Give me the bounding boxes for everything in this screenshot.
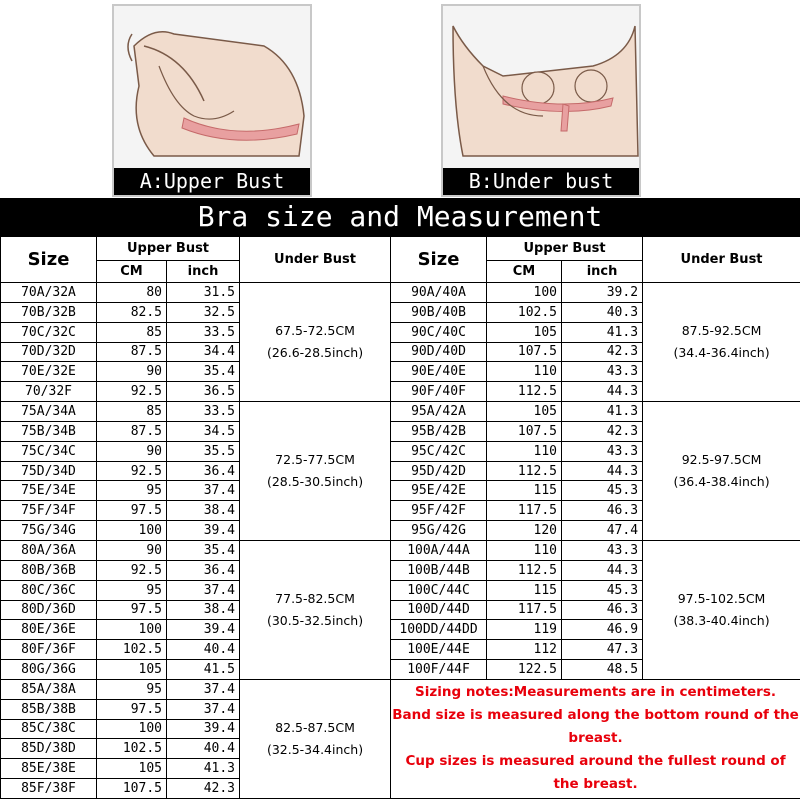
upper-bust-cm-cell: 112 bbox=[487, 640, 562, 660]
under-bust-figure bbox=[443, 6, 639, 195]
upper-bust-figure bbox=[114, 6, 310, 195]
upper-bust-inch-cell: 33.5 bbox=[167, 322, 240, 342]
upper-bust-inch-cell: 35.5 bbox=[167, 441, 240, 461]
size-cell: 75C/34C bbox=[1, 441, 97, 461]
size-header: Size bbox=[1, 237, 97, 283]
upper-bust-inch-cell: 37.4 bbox=[167, 580, 240, 600]
size-cell: 70/32F bbox=[1, 382, 97, 402]
size-cell: 100A/44A bbox=[391, 540, 487, 560]
size-cell: 90F/40F bbox=[391, 382, 487, 402]
size-cell: 95D/42D bbox=[391, 461, 487, 481]
size-cell: 85B/38B bbox=[1, 699, 97, 719]
size-cell: 100DD/44DD bbox=[391, 620, 487, 640]
under-bust-cm: 67.5-72.5CM bbox=[275, 323, 355, 339]
upper-bust-cm-cell: 117.5 bbox=[487, 501, 562, 521]
upper-bust-cm-cell: 122.5 bbox=[487, 660, 562, 680]
table-row bbox=[1, 540, 800, 560]
size-cell: 100B/44B bbox=[391, 560, 487, 580]
upper-bust-cm-cell: 102.5 bbox=[97, 739, 167, 759]
size-cell: 70A/32A bbox=[1, 283, 97, 303]
size-cell: 85E/38E bbox=[1, 759, 97, 779]
upper-bust-inch-cell: 40.4 bbox=[167, 739, 240, 759]
upper-bust-inch-cell: 43.3 bbox=[562, 441, 643, 461]
upper-bust-inch-cell: 33.5 bbox=[167, 402, 240, 422]
upper-bust-cm-cell: 112.5 bbox=[487, 560, 562, 580]
upper-bust-cm-cell: 97.5 bbox=[97, 501, 167, 521]
upper-bust-cm-cell: 105 bbox=[97, 660, 167, 680]
under-bust-header: Under Bust bbox=[240, 237, 391, 283]
sizing-note-line3: Cup sizes is measured around the fullest round of the breast. bbox=[405, 753, 786, 793]
under-bust-cm: 82.5-87.5CM bbox=[275, 719, 355, 735]
size-cell: 95C/42C bbox=[391, 441, 487, 461]
under-bust-cm: 87.5-92.5CM bbox=[681, 323, 762, 339]
size-cell: 75G/34G bbox=[1, 521, 97, 541]
upper-bust-inch-cell: 35.4 bbox=[167, 362, 240, 382]
upper-bust-inch-cell: 47.4 bbox=[562, 521, 643, 541]
size-cell: 90E/40E bbox=[391, 362, 487, 382]
upper-bust-cm-cell: 87.5 bbox=[97, 342, 167, 362]
upper-bust-inch-cell: 40.4 bbox=[167, 640, 240, 660]
under-bust-inch: (34.4-36.4inch) bbox=[673, 345, 770, 361]
upper-bust-inch-cell: 39.4 bbox=[167, 719, 240, 739]
upper-bust-cm-cell: 97.5 bbox=[97, 600, 167, 620]
chart-title: Bra size and Measurement bbox=[0, 198, 800, 236]
size-cell: 75A/34A bbox=[1, 402, 97, 422]
table-row bbox=[1, 402, 800, 422]
upper-bust-cm-cell: 100 bbox=[97, 719, 167, 739]
upper-bust-inch-cell: 43.3 bbox=[562, 540, 643, 560]
upper-bust-inch-cell: 37.4 bbox=[167, 699, 240, 719]
upper-bust-inch-cell: 48.5 bbox=[562, 660, 643, 680]
under-bust-range bbox=[240, 540, 391, 679]
upper-bust-cm-cell: 110 bbox=[487, 441, 562, 461]
size-cell: 85A/38A bbox=[1, 679, 97, 699]
upper-bust-inch-cell: 45.3 bbox=[562, 580, 643, 600]
cm-header: CM bbox=[487, 261, 562, 283]
upper-bust-cm-cell: 85 bbox=[97, 402, 167, 422]
upper-bust-inch-cell: 44.3 bbox=[562, 560, 643, 580]
upper-bust-cm-cell: 85 bbox=[97, 322, 167, 342]
upper-bust-cm-cell: 115 bbox=[487, 481, 562, 501]
size-cell: 80G/36G bbox=[1, 660, 97, 680]
size-cell: 70B/32B bbox=[1, 302, 97, 322]
size-cell: 70D/32D bbox=[1, 342, 97, 362]
table-row bbox=[1, 679, 800, 699]
upper-bust-cm-cell: 105 bbox=[97, 759, 167, 779]
upper-bust-inch-cell: 34.4 bbox=[167, 342, 240, 362]
upper-bust-cm-cell: 112.5 bbox=[487, 382, 562, 402]
size-cell: 95E/42E bbox=[391, 481, 487, 501]
size-cell: 100F/44F bbox=[391, 660, 487, 680]
size-cell: 95A/42A bbox=[391, 402, 487, 422]
sizing-note-line2: Band size is measured along the bottom round of the breast. bbox=[392, 707, 799, 747]
upper-bust-inch-cell: 46.9 bbox=[562, 620, 643, 640]
under-bust-range bbox=[643, 402, 800, 541]
size-cell: 80E/36E bbox=[1, 620, 97, 640]
size-cell: 95F/42F bbox=[391, 501, 487, 521]
size-cell: 80A/36A bbox=[1, 540, 97, 560]
upper-bust-cm-cell: 110 bbox=[487, 362, 562, 382]
upper-bust-cm-cell: 90 bbox=[97, 362, 167, 382]
sizing-note-line1: Sizing notes:Measurements are in centimeters. bbox=[415, 684, 777, 701]
upper-bust-cm-cell: 105 bbox=[487, 402, 562, 422]
upper-bust-inch-cell: 39.4 bbox=[167, 620, 240, 640]
upper-bust-inch-cell: 46.3 bbox=[562, 501, 643, 521]
upper-bust-cm-cell: 95 bbox=[97, 580, 167, 600]
size-cell: 80F/36F bbox=[1, 640, 97, 660]
upper-bust-inch-cell: 38.4 bbox=[167, 600, 240, 620]
size-table bbox=[0, 236, 800, 799]
size-cell: 90B/40B bbox=[391, 302, 487, 322]
under-bust-inch: (38.3-40.4inch) bbox=[673, 612, 770, 628]
size-cell: 75E/34E bbox=[1, 481, 97, 501]
size-cell: 80D/36D bbox=[1, 600, 97, 620]
size-cell: 90A/40A bbox=[391, 283, 487, 303]
under-bust-inch: (28.5-30.5inch) bbox=[266, 474, 364, 490]
upper-bust-cm-cell: 107.5 bbox=[97, 779, 167, 799]
upper-bust-illustration bbox=[112, 4, 312, 197]
under-bust-header: Under Bust bbox=[643, 237, 800, 283]
upper-bust-cm-cell: 95 bbox=[97, 679, 167, 699]
upper-bust-cm-cell: 119 bbox=[487, 620, 562, 640]
under-bust-cm: 77.5-82.5CM bbox=[275, 590, 355, 606]
upper-bust-inch-cell: 36.4 bbox=[167, 560, 240, 580]
size-cell: 100C/44C bbox=[391, 580, 487, 600]
upper-bust-inch-cell: 38.4 bbox=[167, 501, 240, 521]
size-cell: 85D/38D bbox=[1, 739, 97, 759]
size-cell: 80C/36C bbox=[1, 580, 97, 600]
under-bust-inch: (36.4-38.4inch) bbox=[673, 474, 770, 490]
under-bust-range bbox=[240, 402, 391, 541]
upper-bust-inch-cell: 35.4 bbox=[167, 540, 240, 560]
upper-bust-cm-cell: 112.5 bbox=[487, 461, 562, 481]
upper-bust-inch-cell: 44.3 bbox=[562, 461, 643, 481]
upper-bust-inch-cell: 34.5 bbox=[167, 421, 240, 441]
upper-bust-cm-cell: 100 bbox=[97, 620, 167, 640]
size-cell: 100E/44E bbox=[391, 640, 487, 660]
upper-bust-cm-cell: 90 bbox=[97, 441, 167, 461]
upper-bust-inch-cell: 40.3 bbox=[562, 302, 643, 322]
upper-bust-inch-cell: 42.3 bbox=[562, 421, 643, 441]
upper-bust-header: Upper Bust bbox=[97, 237, 240, 261]
upper-bust-inch-cell: 36.4 bbox=[167, 461, 240, 481]
panel-a-label: A:Upper Bust bbox=[114, 168, 310, 195]
upper-bust-cm-cell: 80 bbox=[97, 283, 167, 303]
upper-bust-inch-cell: 39.4 bbox=[167, 521, 240, 541]
inch-header: inch bbox=[167, 261, 240, 283]
under-bust-inch: (26.6-28.5inch) bbox=[266, 345, 364, 361]
size-cell: 75D/34D bbox=[1, 461, 97, 481]
upper-bust-inch-cell: 41.3 bbox=[562, 322, 643, 342]
under-bust-cm: 72.5-77.5CM bbox=[275, 452, 355, 468]
size-cell: 85C/38C bbox=[1, 719, 97, 739]
cm-header: CM bbox=[97, 261, 167, 283]
upper-bust-inch-cell: 36.5 bbox=[167, 382, 240, 402]
sizing-notes bbox=[391, 679, 800, 798]
size-cell: 90D/40D bbox=[391, 342, 487, 362]
upper-bust-cm-cell: 102.5 bbox=[97, 640, 167, 660]
upper-bust-cm-cell: 115 bbox=[487, 580, 562, 600]
under-bust-inch: (30.5-32.5inch) bbox=[266, 612, 364, 628]
upper-bust-cm-cell: 92.5 bbox=[97, 560, 167, 580]
size-cell: 85F/38F bbox=[1, 779, 97, 799]
upper-bust-cm-cell: 110 bbox=[487, 540, 562, 560]
upper-bust-cm-cell: 102.5 bbox=[487, 302, 562, 322]
upper-bust-cm-cell: 95 bbox=[97, 481, 167, 501]
upper-bust-cm-cell: 92.5 bbox=[97, 382, 167, 402]
size-cell: 75F/34F bbox=[1, 501, 97, 521]
under-bust-illustration bbox=[441, 4, 641, 197]
upper-bust-cm-cell: 92.5 bbox=[97, 461, 167, 481]
size-cell: 75B/34B bbox=[1, 421, 97, 441]
size-cell: 100D/44D bbox=[391, 600, 487, 620]
upper-bust-inch-cell: 41.5 bbox=[167, 660, 240, 680]
under-bust-cm: 97.5-102.5CM bbox=[677, 590, 766, 606]
under-bust-range bbox=[643, 540, 800, 679]
upper-bust-cm-cell: 100 bbox=[487, 283, 562, 303]
size-cell: 95B/42B bbox=[391, 421, 487, 441]
upper-bust-cm-cell: 87.5 bbox=[97, 421, 167, 441]
size-cell: 70E/32E bbox=[1, 362, 97, 382]
size-cell: 70C/32C bbox=[1, 322, 97, 342]
upper-bust-inch-cell: 31.5 bbox=[167, 283, 240, 303]
upper-bust-inch-cell: 41.3 bbox=[167, 759, 240, 779]
size-cell: 90C/40C bbox=[391, 322, 487, 342]
inch-header: inch bbox=[562, 261, 643, 283]
upper-bust-cm-cell: 82.5 bbox=[97, 302, 167, 322]
upper-bust-cm-cell: 97.5 bbox=[97, 699, 167, 719]
upper-bust-inch-cell: 37.4 bbox=[167, 679, 240, 699]
upper-bust-inch-cell: 45.3 bbox=[562, 481, 643, 501]
size-cell: 80B/36B bbox=[1, 560, 97, 580]
upper-bust-inch-cell: 43.3 bbox=[562, 362, 643, 382]
upper-bust-cm-cell: 105 bbox=[487, 322, 562, 342]
upper-bust-cm-cell: 117.5 bbox=[487, 600, 562, 620]
size-cell: 95G/42G bbox=[391, 521, 487, 541]
upper-bust-inch-cell: 32.5 bbox=[167, 302, 240, 322]
under-bust-range bbox=[240, 679, 391, 798]
upper-bust-cm-cell: 120 bbox=[487, 521, 562, 541]
upper-bust-inch-cell: 39.2 bbox=[562, 283, 643, 303]
upper-bust-inch-cell: 47.3 bbox=[562, 640, 643, 660]
under-bust-inch: (32.5-34.4inch) bbox=[266, 741, 364, 757]
under-bust-range bbox=[643, 283, 800, 402]
upper-bust-cm-cell: 107.5 bbox=[487, 342, 562, 362]
upper-bust-cm-cell: 100 bbox=[97, 521, 167, 541]
table-row bbox=[1, 283, 800, 303]
upper-bust-inch-cell: 42.3 bbox=[167, 779, 240, 799]
upper-bust-inch-cell: 41.3 bbox=[562, 402, 643, 422]
upper-bust-inch-cell: 46.3 bbox=[562, 600, 643, 620]
upper-bust-inch-cell: 42.3 bbox=[562, 342, 643, 362]
under-bust-cm: 92.5-97.5CM bbox=[681, 452, 762, 468]
under-bust-range bbox=[240, 283, 391, 402]
upper-bust-header: Upper Bust bbox=[487, 237, 643, 261]
upper-bust-cm-cell: 107.5 bbox=[487, 421, 562, 441]
upper-bust-inch-cell: 37.4 bbox=[167, 481, 240, 501]
size-header: Size bbox=[391, 237, 487, 283]
upper-bust-inch-cell: 44.3 bbox=[562, 382, 643, 402]
upper-bust-cm-cell: 90 bbox=[97, 540, 167, 560]
panel-b-label: B:Under bust bbox=[443, 168, 639, 195]
